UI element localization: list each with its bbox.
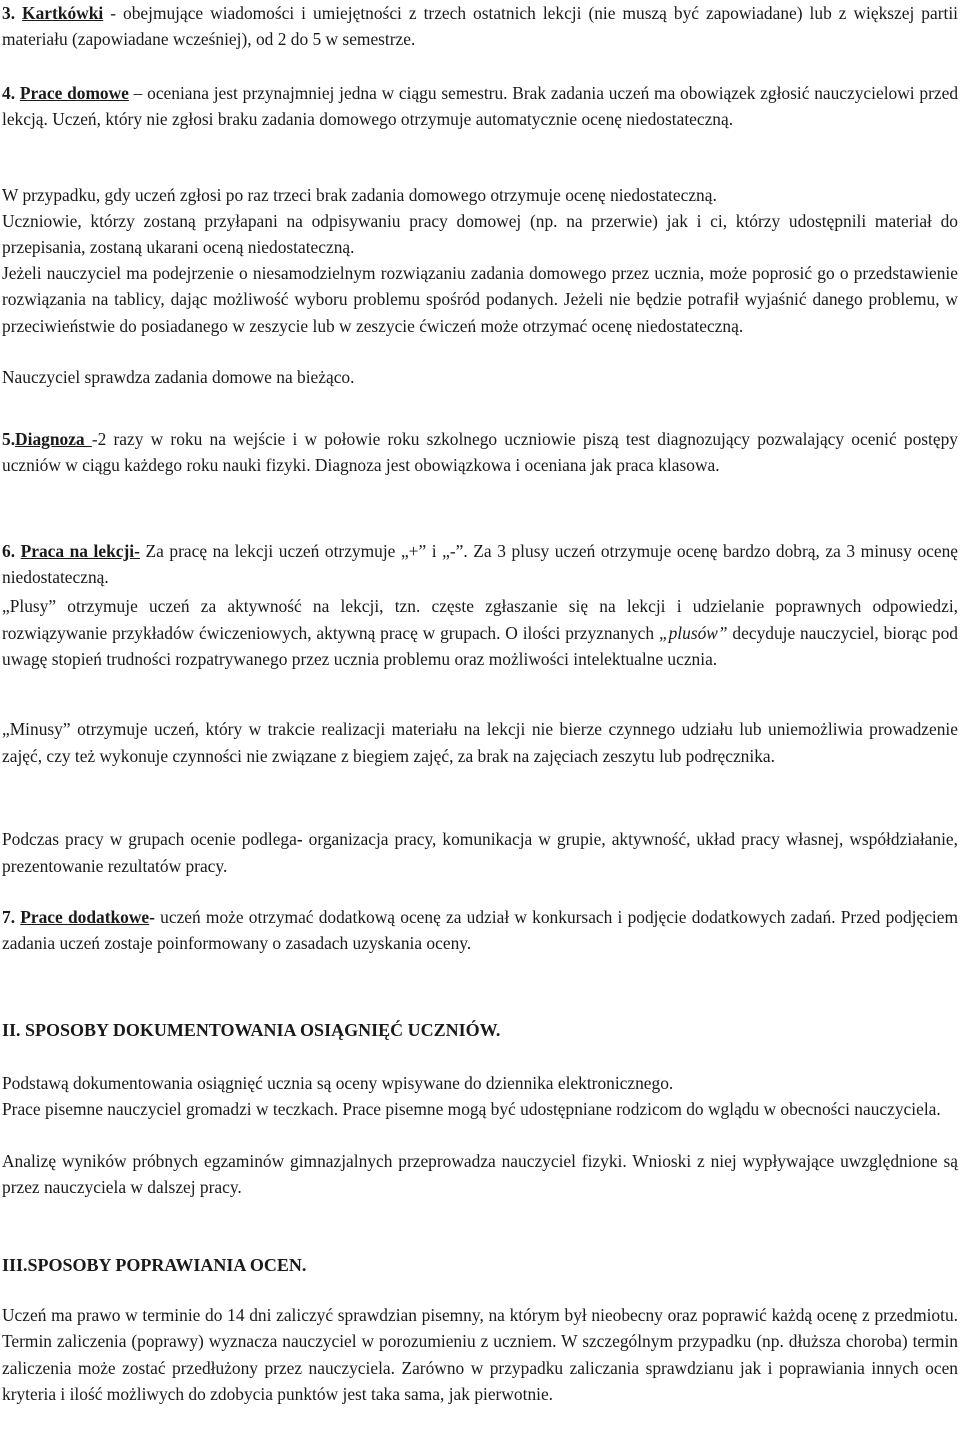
section-4-text-2: W przypadku, gdy uczeń zgłosi po raz trzeci brak zadania domowego otrzymuje ocenę niedostateczną. bbox=[2, 185, 717, 205]
section-4-number: 4. bbox=[2, 83, 20, 103]
section-6-text-2a: „Plusy” otrzymuje uczeń za aktywność na lekcji, tzn. częste zgłaszanie się na lekcji i udzielanie poprawnych odpowiedzi, rozwiązywanie przykładów ćwiczeniowych, aktywną pracę w grupach. O ilości przyznanych bbox=[2, 596, 958, 643]
section-6-text-4a: Podczas pracy w grupach ocenie podlega bbox=[2, 829, 297, 849]
section-3-paragraph bbox=[2, 0, 958, 53]
section-4-paragraph-1 bbox=[2, 80, 958, 133]
section-6-paragraph-2 bbox=[2, 593, 958, 673]
section-4-text-5: Nauczyciel sprawdza zadania domowe na bieżąco. bbox=[2, 367, 355, 387]
section-iii-heading: III.SPOSOBY POPRAWIANIA OCEN. bbox=[2, 1255, 307, 1275]
section-7-dash: - bbox=[149, 907, 155, 927]
section-4-text-3: Uczniowie, którzy zostaną przyłapani na odpisywaniu pracy domowej (np. na przerwie) jak i ci, którzy udostępnili materiał do przepisania, zostaną ukarani oceną niedostateczną. bbox=[2, 211, 958, 258]
section-3-text: - obejmujące wiadomości i umiejętności z trzech ostatnich lekcji (nie muszą być zapowiadane) lub z większej partii materiału (zapowiadane wcześniej), od 2 do 5 w semestrze. bbox=[2, 3, 959, 50]
section-6-plusow: „plusów” bbox=[658, 622, 728, 643]
section-4-paragraph-2 bbox=[2, 182, 958, 208]
section-iii-text-1: Uczeń ma prawo w terminie do 14 dni zaliczyć sprawdzian pisemny, na którym był nieobecny oraz poprawić każdą ocenę z przedmiotu. Termin zaliczenia (poprawy) wyznacza nauczyciel w porozumieniu z uczniem. W szczególnym przypadku (np. dłuższa choroba) termin zaliczenia może zostać przedłużony przez nauczyciela. Zarówno w przypadku zaliczania sprawdzianu jak i poprawiania innych ocen kryteria i ilość możliwych do zdobycia punktów jest taka sama, jak pierwotnie. bbox=[2, 1305, 958, 1405]
section-7-text: uczeń może otrzymać dodatkową ocenę za udział w konkursach i podjęcie dodatkowych zadań. Przed podjęciem zadania uczeń zostaje poinformowany o zasadach uzyskania oceny. bbox=[2, 907, 959, 954]
section-ii-text-1: Podstawą dokumentowania osiągnięć ucznia są oceny wpisywane do dziennika elektronicznego. bbox=[2, 1073, 674, 1093]
section-6-dash: - bbox=[296, 829, 303, 849]
section-6-paragraph-3 bbox=[2, 716, 958, 769]
section-6-number: 6. bbox=[2, 541, 21, 561]
section-5-paragraph bbox=[2, 426, 958, 479]
section-7-title: Prace dodatkowe bbox=[20, 907, 150, 927]
section-7-number: 7. bbox=[2, 907, 21, 927]
section-4-paragraph-5 bbox=[2, 364, 958, 390]
section-4-text-4: Jeżeli nauczyciel ma podejrzenie o niesamodzielnym rozwiązaniu zadania domowego przez ucznia, może poprosić go o przedstawienie rozwiązania na tablicy, dając możliwość wyboru problemu spośród podanych. Jeżeli nie będzie potrafił wyjaśnić danego problemu, w przeciwieństwie do posiadanego w zeszycie lub w zeszycie ćwiczeń może otrzymać ocenę niedostateczną. bbox=[2, 263, 958, 336]
section-3-title: Kartkówki bbox=[22, 3, 104, 23]
section-5-number: 5. bbox=[2, 429, 16, 449]
section-6-paragraph-1 bbox=[2, 538, 958, 591]
section-ii-paragraph-2 bbox=[2, 1096, 958, 1122]
section-6-title: Praca na lekcji- bbox=[20, 541, 140, 561]
section-5-text: -2 razy w roku na wejście i w połowie roku szkolnego uczniowie piszą test diagnozujący pozwalający ocenić postępy uczniów w ciągu każdego roku nauki fizyki. Diagnoza jest obowiązkowa i oceniana jak praca klasowa. bbox=[2, 429, 958, 476]
section-4-paragraph-4 bbox=[2, 260, 958, 339]
section-6-text-4c: organizacja pracy, komunikacja w grupie, aktywność, układ pracy własnej, współdziałanie, prezentowanie rezultatów pracy. bbox=[2, 829, 958, 876]
section-6-text-3: „Minusy” otrzymuje uczeń, który w trakcie realizacji materiału na lekcji nie bierze czynnego udziału lub uniemożliwia prowadzenie zajęć, czy też wykonuje czynności nie związane z biegiem zajęć, za brak na zajęciach zeszytu lub podręcznika. bbox=[2, 719, 958, 766]
section-ii-text-3: Analizę wyników próbnych egzaminów gimnazjalnych przeprowadza nauczyciel fizyki. Wnioski z niej wypływające uwzględnione są przez nauczyciela w dalszej pracy. bbox=[2, 1151, 958, 1198]
section-iii-paragraph-1 bbox=[2, 1302, 958, 1408]
section-ii-paragraph-3 bbox=[2, 1148, 958, 1201]
section-4-paragraph-3 bbox=[2, 208, 958, 261]
section-ii-text-2: Prace pisemne nauczyciel gromadzi w teczkach. Prace pisemne mogą być udostępniane rodzicom do wglądu w obecności nauczyciela. bbox=[2, 1099, 941, 1119]
section-3-number: 3. bbox=[2, 3, 23, 23]
section-ii-paragraph-1 bbox=[2, 1070, 958, 1096]
section-6-text-2b: decyduje nauczyciel, biorąc pod uwagę stopień trudności rozpatrywanego przez ucznia problemu oraz możliwości intelektualne ucznia. bbox=[2, 622, 958, 670]
section-4-text-1: – oceniana jest przynajmniej jedna w ciągu semestru. Brak zadania uczeń ma obowiązek zgłosić nauczycielowi przed lekcją. Uczeń, który nie zgłosi braku zadania domowego otrzymuje automatycznie ocenę niedostateczną. bbox=[2, 83, 959, 130]
section-6-text-1: Za pracę na lekcji uczeń otrzymuje „+” i „-”. Za 3 plusy uczeń otrzymuje ocenę bardzo dobrą, za 3 minusy ocenę niedostateczną. bbox=[2, 541, 958, 588]
section-7-paragraph bbox=[2, 904, 958, 957]
section-5-title: Diagnoza bbox=[15, 429, 92, 449]
section-ii-heading: II. SPOSOBY DOKUMENTOWANIA OSIĄGNIĘĆ UCZNIÓW. bbox=[2, 1020, 501, 1040]
section-4-title: Prace domowe bbox=[19, 83, 129, 103]
section-6-paragraph-4 bbox=[2, 826, 958, 879]
